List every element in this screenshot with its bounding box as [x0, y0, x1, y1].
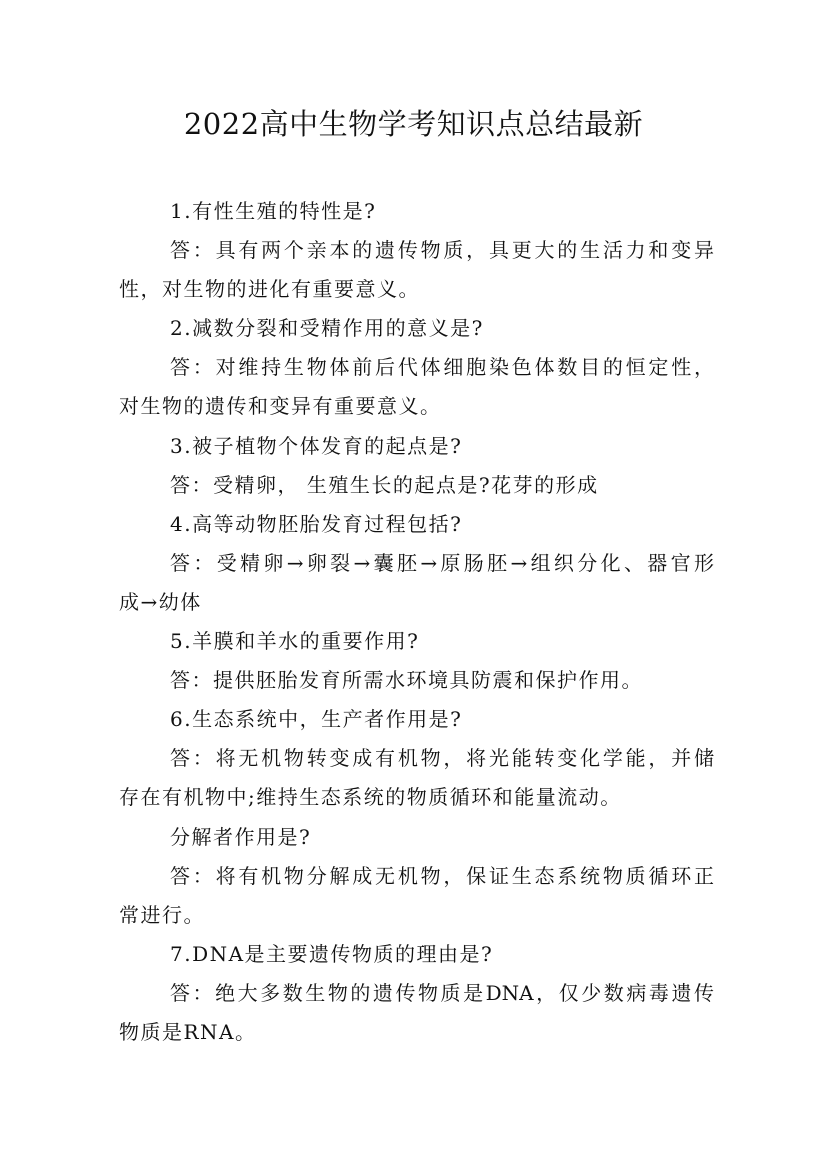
question-6: 6.生态系统中，生产者作用是? — [170, 707, 463, 732]
answer-2-line-1: 答：对维持生物体前后代体细胞染色体数目的恒定性， — [170, 355, 714, 380]
answer-6b-line-1: 答：将有机物分解成无机物，保证生态系统物质循环正 — [170, 863, 714, 888]
question-4: 4.高等动物胚胎发育过程包括? — [170, 511, 463, 536]
answer-5-line-1: 答：提供胚胎发育所需水环境具防震和保护作用。 — [170, 668, 643, 693]
answer-7-line-1: 答：绝大多数生物的遗传物质是DNA，仅少数病毒遗传 — [170, 980, 714, 1005]
question-2: 2.减数分裂和受精作用的意义是? — [170, 316, 484, 341]
document-body — [119, 192, 714, 1052]
answer-1-line-2: 性，对生物的进化有重要意义。 — [119, 277, 420, 302]
document-title: 2022高中生物学考知识点总结最新 — [183, 107, 644, 141]
answer-3-line-1: 答：受精卵， 生殖生长的起点是?花芽的形成 — [170, 472, 599, 497]
answer-6-line-1: 答：将无机物转变成有机物，将光能转变化学能，并储 — [170, 746, 714, 771]
question-7: 7.DNA是主要遗传物质的理由是? — [170, 941, 494, 966]
answer-4-line-1: 答：受精卵→卵裂→囊胚→原肠胚→组织分化、器官形 — [170, 550, 714, 575]
question-5: 5.羊膜和羊水的重要作用? — [170, 629, 420, 654]
answer-2-line-2: 对生物的遗传和变异有重要意义。 — [119, 394, 442, 419]
answer-7-line-2: 物质是RNA。 — [119, 1019, 257, 1044]
answer-4-line-2: 成→幼体 — [119, 589, 202, 614]
answer-6-line-2: 存在有机物中;维持生态系统的物质循环和能量流动。 — [119, 785, 622, 810]
answer-1-line-1: 答：具有两个亲本的遗传物质，具更大的生活力和变异 — [170, 238, 714, 263]
question-1: 1.有性生殖的特性是? — [170, 199, 377, 223]
question-3: 3.被子植物个体发育的起点是? — [170, 433, 463, 458]
answer-6b-line-2: 常进行。 — [119, 902, 205, 927]
question-6b: 分解者作用是? — [170, 824, 312, 849]
